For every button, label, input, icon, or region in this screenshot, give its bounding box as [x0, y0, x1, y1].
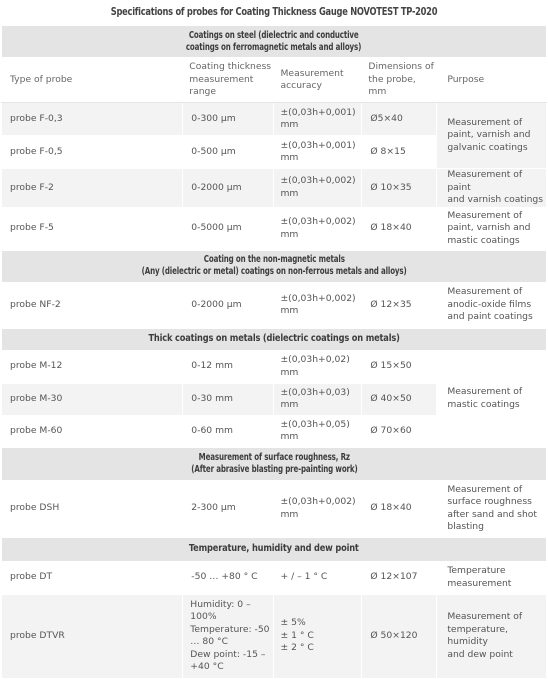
cell-type: probe M-60 [2, 415, 183, 447]
table-row-dtvr [2, 594, 547, 678]
probe-specs-table [1, 25, 547, 679]
cell-dimensions: Ø 70×60 [362, 415, 437, 447]
cell-type: probe M-30 [2, 383, 183, 415]
cell-range: 0-300 µm [183, 103, 274, 136]
section-steel-line1: Coatings on steel (dielectric and conductive [189, 29, 359, 41]
cell-dimensions: Ø 40×50 [362, 383, 437, 415]
cell-accuracy: ±(0,03h+0,05) mm [274, 415, 362, 447]
section-roughness-line1: Measurement of surface roughness, Rz [198, 451, 350, 463]
cell-dimensions: Ø5×40 [362, 103, 437, 136]
header-purpose: Purpose [437, 58, 547, 103]
cell-range: 2-300 µm [183, 480, 274, 537]
cell-range: 0-2000 µm [183, 282, 274, 328]
cell-purpose: Measurement of temperature, humidity and dew point [437, 594, 547, 678]
cell-range: 0-12 mm [183, 350, 274, 383]
section-nonmagnetic-line1: Coating on the non-magnetic metals [203, 254, 345, 265]
cell-purpose: Measurement of paint, varnish and mastic coatings [437, 207, 547, 250]
section-roughness-line2: (After abrasive blasting pre-painting work) [190, 463, 358, 475]
table-row-dt [2, 561, 547, 594]
header-range: Coating thickness measurement range [183, 58, 274, 103]
cell-dimensions: Ø 12×107 [362, 561, 437, 594]
cell-dimensions: Ø 50×120 [362, 594, 437, 678]
cell-dimensions: Ø 8×15 [362, 136, 437, 169]
header-dimensions: Dimensions of the probe, mm [362, 58, 437, 103]
cell-purpose: Measurement of surface roughness after sand and shot blasting [437, 480, 547, 537]
cell-range: 0-500 µm [183, 136, 274, 169]
section-steel-line2: coatings on ferromagnetic metals and alloys) [186, 41, 362, 53]
table-row-f2 [2, 169, 547, 208]
cell-type: probe M-12 [2, 350, 183, 383]
section-temperature [2, 537, 547, 561]
table-row-m12 [2, 350, 547, 383]
cell-type: probe F-2 [2, 169, 183, 208]
cell-accuracy: ±(0,03h+0,002) mm [274, 282, 362, 328]
cell-accuracy: ±(0,03h+0,02) mm [274, 350, 362, 383]
cell-type: probe F-0,5 [2, 136, 183, 169]
section-thick-line1: Thick coatings on metals (dielectric coatings on metals) [148, 333, 400, 344]
header-accuracy: Measurement accuracy [274, 58, 362, 103]
table-row-nf2 [2, 282, 547, 328]
cell-accuracy: + / – 1 ° C [274, 561, 362, 594]
cell-accuracy: ±(0,03h+0,03) mm [274, 383, 362, 415]
cell-dimensions: Ø 15×50 [362, 350, 437, 383]
table-header-row [2, 58, 547, 103]
cell-accuracy: ±(0,03h+0,002) mm [274, 207, 362, 250]
cell-type: probe DT [2, 561, 183, 594]
cell-accuracy: ±(0,03h+0,002) mm [274, 169, 362, 208]
cell-range: 0-5000 µm [183, 207, 274, 250]
cell-type: probe NF-2 [2, 282, 183, 328]
section-thick [2, 328, 547, 350]
cell-range: -50 … +80 ° C [183, 561, 274, 594]
cell-purpose: Measurement of paint and varnish coatings [437, 169, 547, 208]
cell-type: probe F-5 [2, 207, 183, 250]
header-type: Type of probe [2, 58, 183, 103]
table-row-f5 [2, 207, 547, 250]
section-temperature-line1: Temperature, humidity and dew point [189, 543, 359, 554]
cell-accuracy: ± 5% ± 1 ° C ± 2 ° C [274, 594, 362, 678]
cell-type: probe F-0,3 [2, 103, 183, 136]
cell-range: 0-30 mm [183, 383, 274, 415]
cell-accuracy: ±(0,03h+0,002) mm [274, 480, 362, 537]
section-roughness [2, 447, 547, 480]
cell-range: 0-2000 µm [183, 169, 274, 208]
cell-dimensions: Ø 18×40 [362, 480, 437, 537]
table-row-dsh [2, 480, 547, 537]
cell-accuracy: ±(0,03h+0,001) mm [274, 103, 362, 136]
cell-purpose: Measurement of paint, varnish and galvanic coatings [437, 103, 547, 169]
cell-purpose: Temperature measurement [437, 561, 547, 594]
section-steel [2, 26, 547, 58]
cell-accuracy: ±(0,03h+0,001) mm [274, 136, 362, 169]
cell-dimensions: Ø 10×35 [362, 169, 437, 208]
cell-type: probe DSH [2, 480, 183, 537]
cell-dimensions: Ø 12×35 [362, 282, 437, 328]
cell-purpose: Measurement of anodic-oxide films and paint coatings [437, 282, 547, 328]
cell-purpose: Measurement of mastic coatings [437, 350, 547, 447]
cell-range: Humidity: 0 – 100% Temperature: -50 … 80 °C Dew point: -15 – +40 °C [183, 594, 274, 678]
page-title: Specifications of probes for Coating Thickness Gauge NOVOTEST TP-2020 [110, 6, 438, 18]
cell-type: probe DTVR [2, 594, 183, 678]
section-nonmagnetic [2, 250, 547, 282]
section-nonmagnetic-line2: (Any (dielectric or metal) coatings on non-ferrous metals and alloys) [141, 266, 407, 277]
cell-range: 0-60 mm [183, 415, 274, 447]
table-row-f03 [2, 103, 547, 136]
cell-dimensions: Ø 18×40 [362, 207, 437, 250]
